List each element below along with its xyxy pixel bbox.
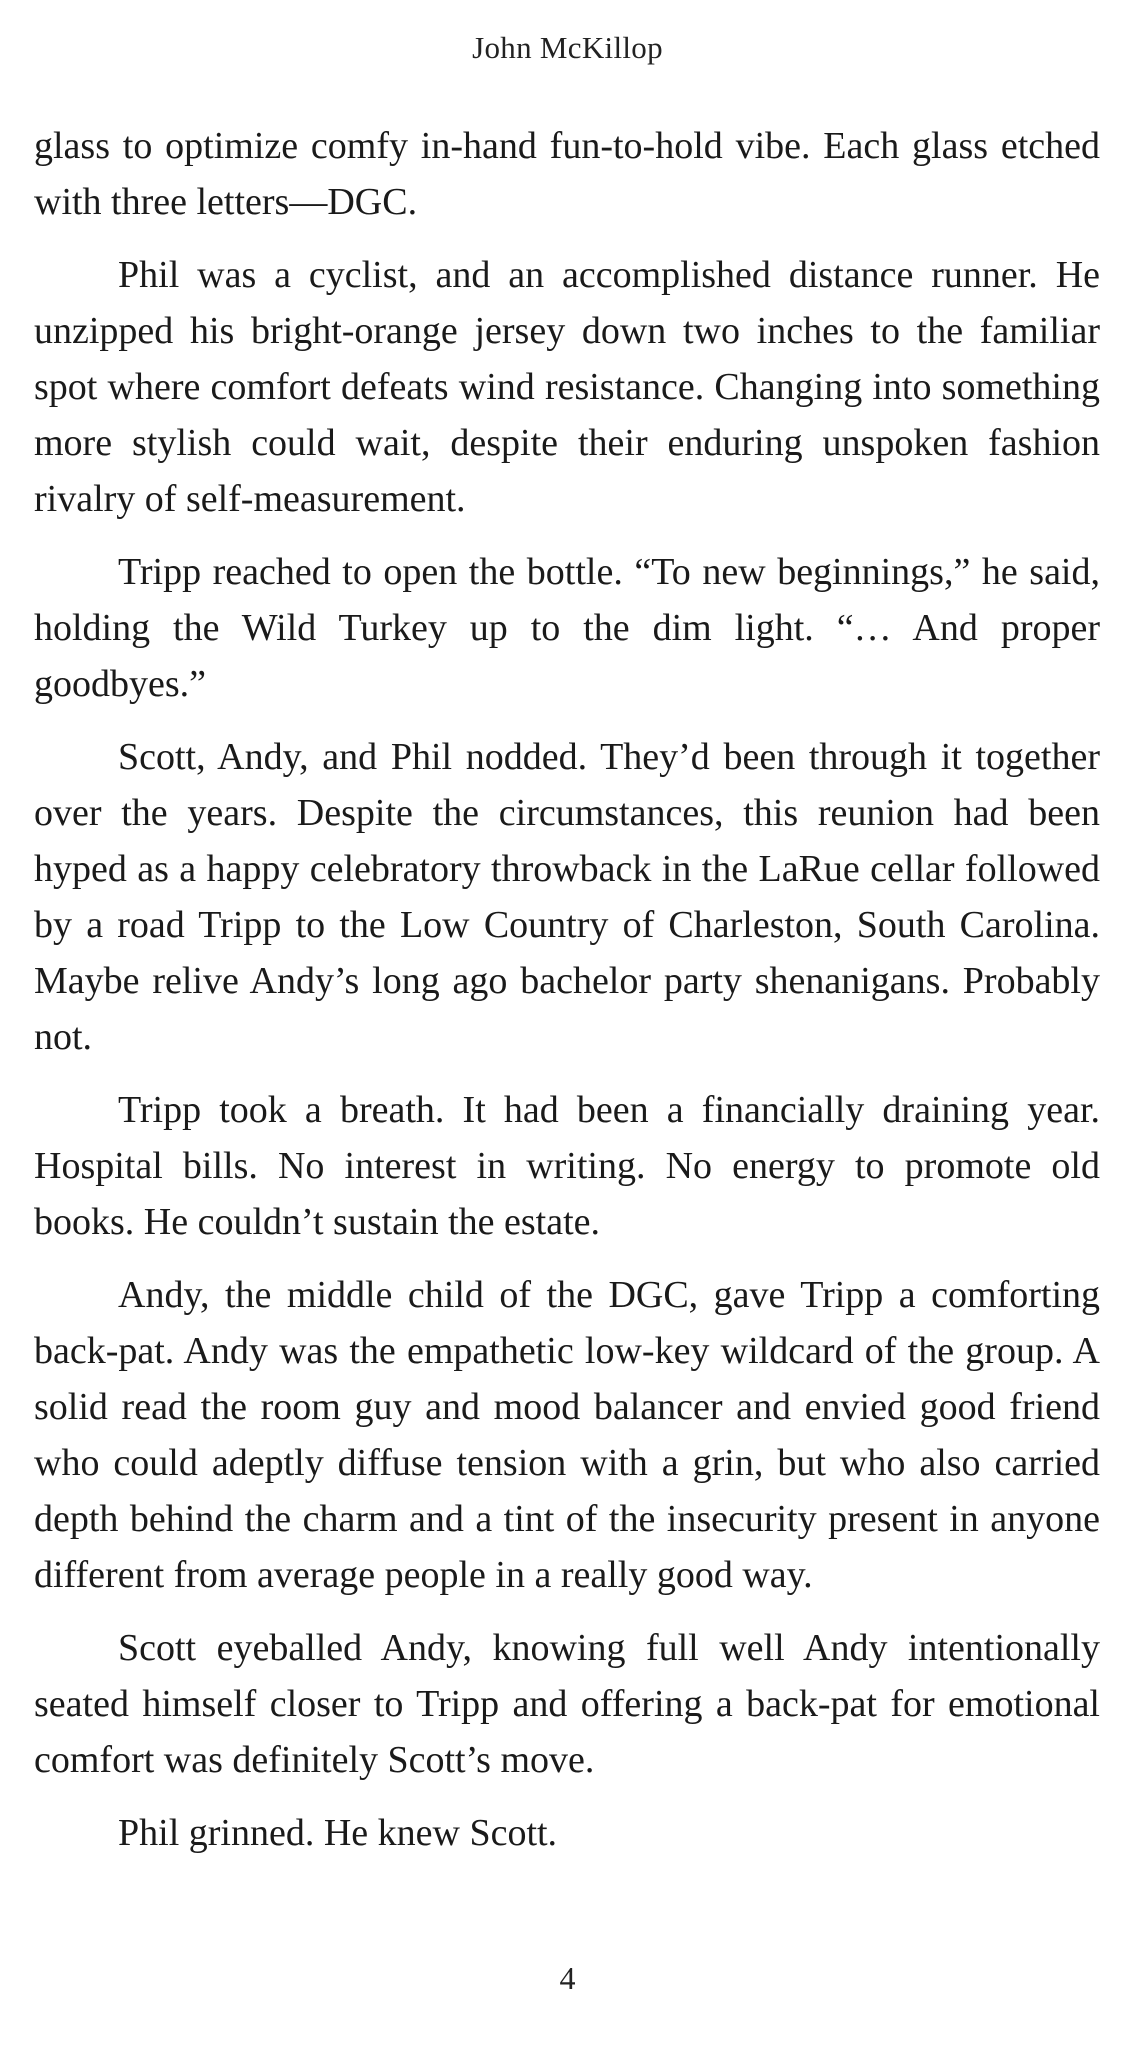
running-header-author: John McKillop [472, 30, 663, 65]
paragraph: Scott eyeballed Andy, knowing full well Andy intentionally seated himself closer to Tripp and offering a back-pat for emotional comfort was definitely Scott’s move. [34, 1627, 1100, 1781]
paragraph: Scott, Andy, and Phil nodded. They’d been through it together over the years. Despite the circumstances, this reunion had been hyped as a happy celebratory throwback in the LaRue cellar followed by a road Tripp to the Low Country of Charleston, South Carolina. Maybe relive Andy’s long ago bachelor party shenanigans. Probably not. [34, 736, 1100, 1058]
paragraph: Phil grinned. He knew Scott. [118, 1812, 558, 1854]
paragraph: Tripp took a breath. It had been a financially draining year. Hospital bills. No interest in writing. No energy to promote old books. He couldn’t sustain the estate. [34, 1089, 1100, 1243]
paragraph: Tripp reached to open the bottle. “To new beginnings,” he said, holding the Wild Turkey up to the dim light. “… And proper goodbyes.” [34, 551, 1100, 705]
page-body-text [34, 118, 1100, 1878]
paragraph: Phil was a cyclist, and an accomplished distance runner. He unzipped his bright-orange jersey down two inches to the familiar spot where comfort defeats wind resistance. Changing into something more stylish could wait, despite their enduring unspoken fashion rivalry of self-measurement. [34, 254, 1100, 520]
paragraph-continued: glass to optimize comfy in-hand fun-to-hold vibe. Each glass etched with three letters—DGC. [34, 125, 1100, 223]
page-number: 4 [559, 1960, 576, 1996]
paragraph: Andy, the middle child of the DGC, gave Tripp a comforting back-pat. Andy was the empathetic low-key wildcard of the group. A solid read the room guy and mood balancer and envied good friend who could adeptly diffuse tension with a grin, but who also carried depth behind the charm and a tint of the insecurity present in anyone different from average people in a really good way. [34, 1274, 1100, 1596]
